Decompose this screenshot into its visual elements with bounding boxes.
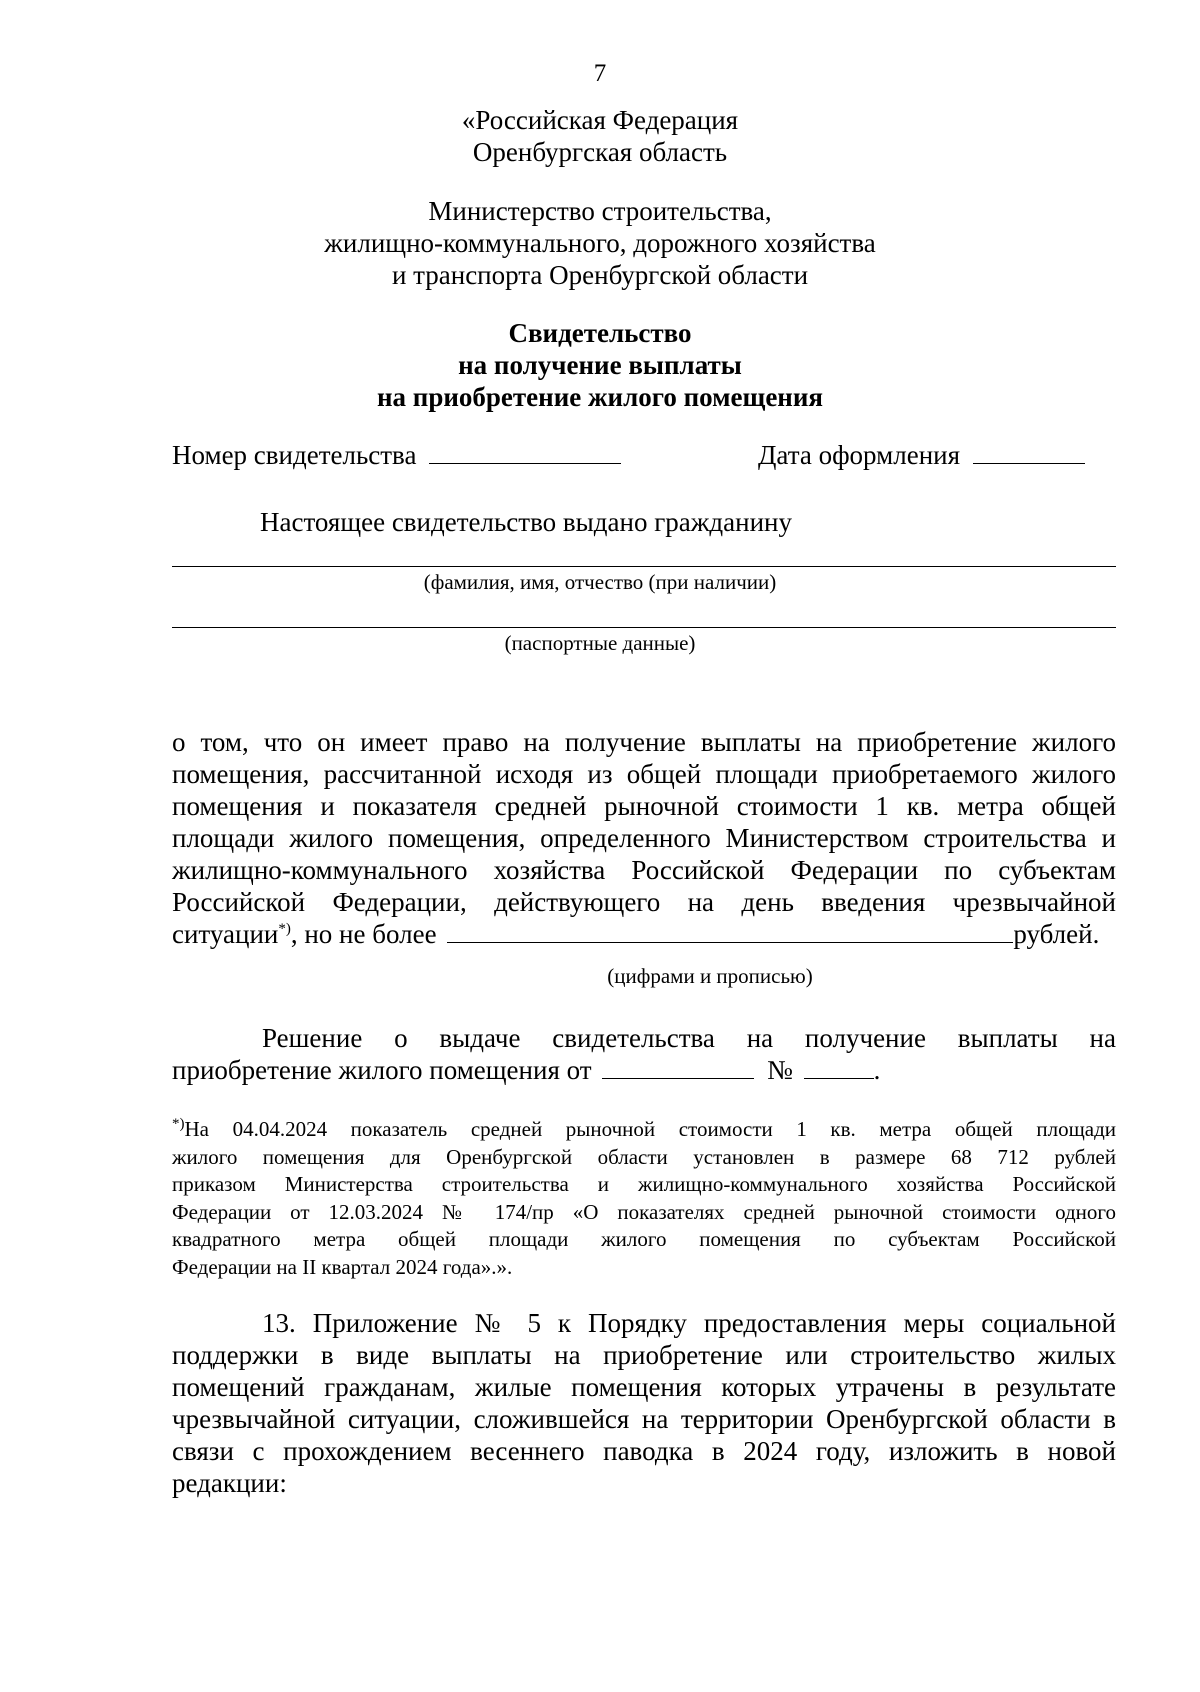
entitlement-paragraph xyxy=(172,726,1116,950)
paragraph-line-amount xyxy=(172,918,1116,950)
section-13-line: редакции: xyxy=(172,1468,287,1498)
decision-date-blank xyxy=(602,1056,754,1079)
issue-date-field xyxy=(758,439,1085,471)
certificate-number-blank xyxy=(429,441,621,464)
fio-blank-line xyxy=(172,566,1116,567)
certificate-title: Свидетельство xyxy=(508,318,692,348)
ministry-line-3: и транспорта Оренбургской области xyxy=(391,260,809,290)
decision-number-sign: № xyxy=(767,1055,793,1085)
certificate-number-field xyxy=(172,439,621,471)
issue-date-blank xyxy=(973,441,1085,464)
paragraph-line: Российской Федерации, действующего на день введения чрезвычайной xyxy=(172,887,1116,917)
ministry-line-1: Министерство строительства, xyxy=(428,196,772,226)
decision-paragraph xyxy=(172,1022,1116,1086)
section-13-line: чрезвычайной ситуации, сложившейся на территории Оренбургской области в xyxy=(172,1404,1116,1434)
fio-caption: (фамилия, имя, отчество (при наличии) xyxy=(423,570,777,594)
decision-number-blank xyxy=(804,1056,874,1079)
footnote-line: Федерации от 12.03.2024 № 174/пр «О показателях средней рыночной стоимости одного xyxy=(172,1199,1116,1224)
footnote-line: *)На 04.04.2024 показатель средней рыночной стоимости 1 кв. метра общей площади xyxy=(172,1116,1116,1141)
header-region: Оренбургская область xyxy=(472,137,728,167)
ministry-line-2: жилищно-коммунального, дорожного хозяйства xyxy=(324,228,876,258)
not-more-than-text: , но не более xyxy=(290,919,437,949)
footnote-line: квадратного метра общей площади жилого помещения по субъектам Российской xyxy=(172,1227,1116,1251)
amount-blank xyxy=(447,920,1013,943)
certificate-subtitle-2: на приобретение жилого помещения xyxy=(376,382,824,412)
decision-line-2 xyxy=(172,1054,1116,1086)
section-13-line: 13. Приложение № 5 к Порядку предоставления меры социальной xyxy=(262,1308,1116,1338)
paragraph-line: помещения, рассчитанной исходя из общей площади приобретаемого жилого xyxy=(172,759,1116,789)
passport-blank-line xyxy=(172,627,1116,628)
section-13-line: поддержки в виде выплаты на приобретение или строительство жилых xyxy=(172,1340,1116,1370)
decision-line-1: Решение о выдаче свидетельства на получение выплаты на xyxy=(262,1023,1116,1053)
paragraph-line: площади жилого помещения, определенного Министерством строительства и xyxy=(172,823,1116,853)
footnote-line: жилого помещения для Оренбургской области установлен в размере 68 712 рублей xyxy=(172,1144,1116,1169)
certificate-number-label: Номер свидетельства xyxy=(172,440,417,470)
issued-to-text: Настоящее свидетельство выдано гражданину xyxy=(260,507,792,537)
issue-date-label: Дата оформления xyxy=(758,440,961,470)
certificate-subtitle-1: на получение выплаты xyxy=(458,350,742,380)
footnote xyxy=(172,1116,1116,1281)
decision-period: . xyxy=(873,1055,881,1085)
rubles-word: рублей. xyxy=(1013,919,1100,949)
section-13-paragraph xyxy=(172,1307,1116,1499)
footnote-line: приказом Министерства строительства и жилищно-коммунального хозяйства Российской xyxy=(172,1172,1116,1196)
decision-date-label: приобретение жилого помещения от xyxy=(172,1055,592,1085)
section-13-line: связи с прохождением весеннего паводка в 2024 году, изложить в новой xyxy=(172,1436,1116,1466)
footnote-line: Федерации на II квартал 2024 года».». xyxy=(172,1254,513,1279)
passport-caption: (паспортные данные) xyxy=(504,631,696,655)
section-13-line: помещений гражданам, жилые помещения которых утрачены в результате xyxy=(172,1372,1116,1402)
situation-word: ситуации xyxy=(172,919,279,949)
page-number: 7 xyxy=(593,60,607,87)
footnote-marker: *) xyxy=(172,1116,185,1132)
amount-caption: (цифрами и прописью) xyxy=(607,964,813,988)
paragraph-line: о том, что он имеет право на получение выплаты на приобретение жилого xyxy=(172,727,1116,757)
header-country: «Российская Федерация xyxy=(461,105,739,135)
footnote-ref: *) xyxy=(278,921,291,937)
paragraph-line: жилищно-коммунального хозяйства Российской Федерации по субъектам xyxy=(172,855,1116,885)
paragraph-line: помещения и показателя средней рыночной стоимости 1 кв. метра общей xyxy=(172,791,1116,821)
